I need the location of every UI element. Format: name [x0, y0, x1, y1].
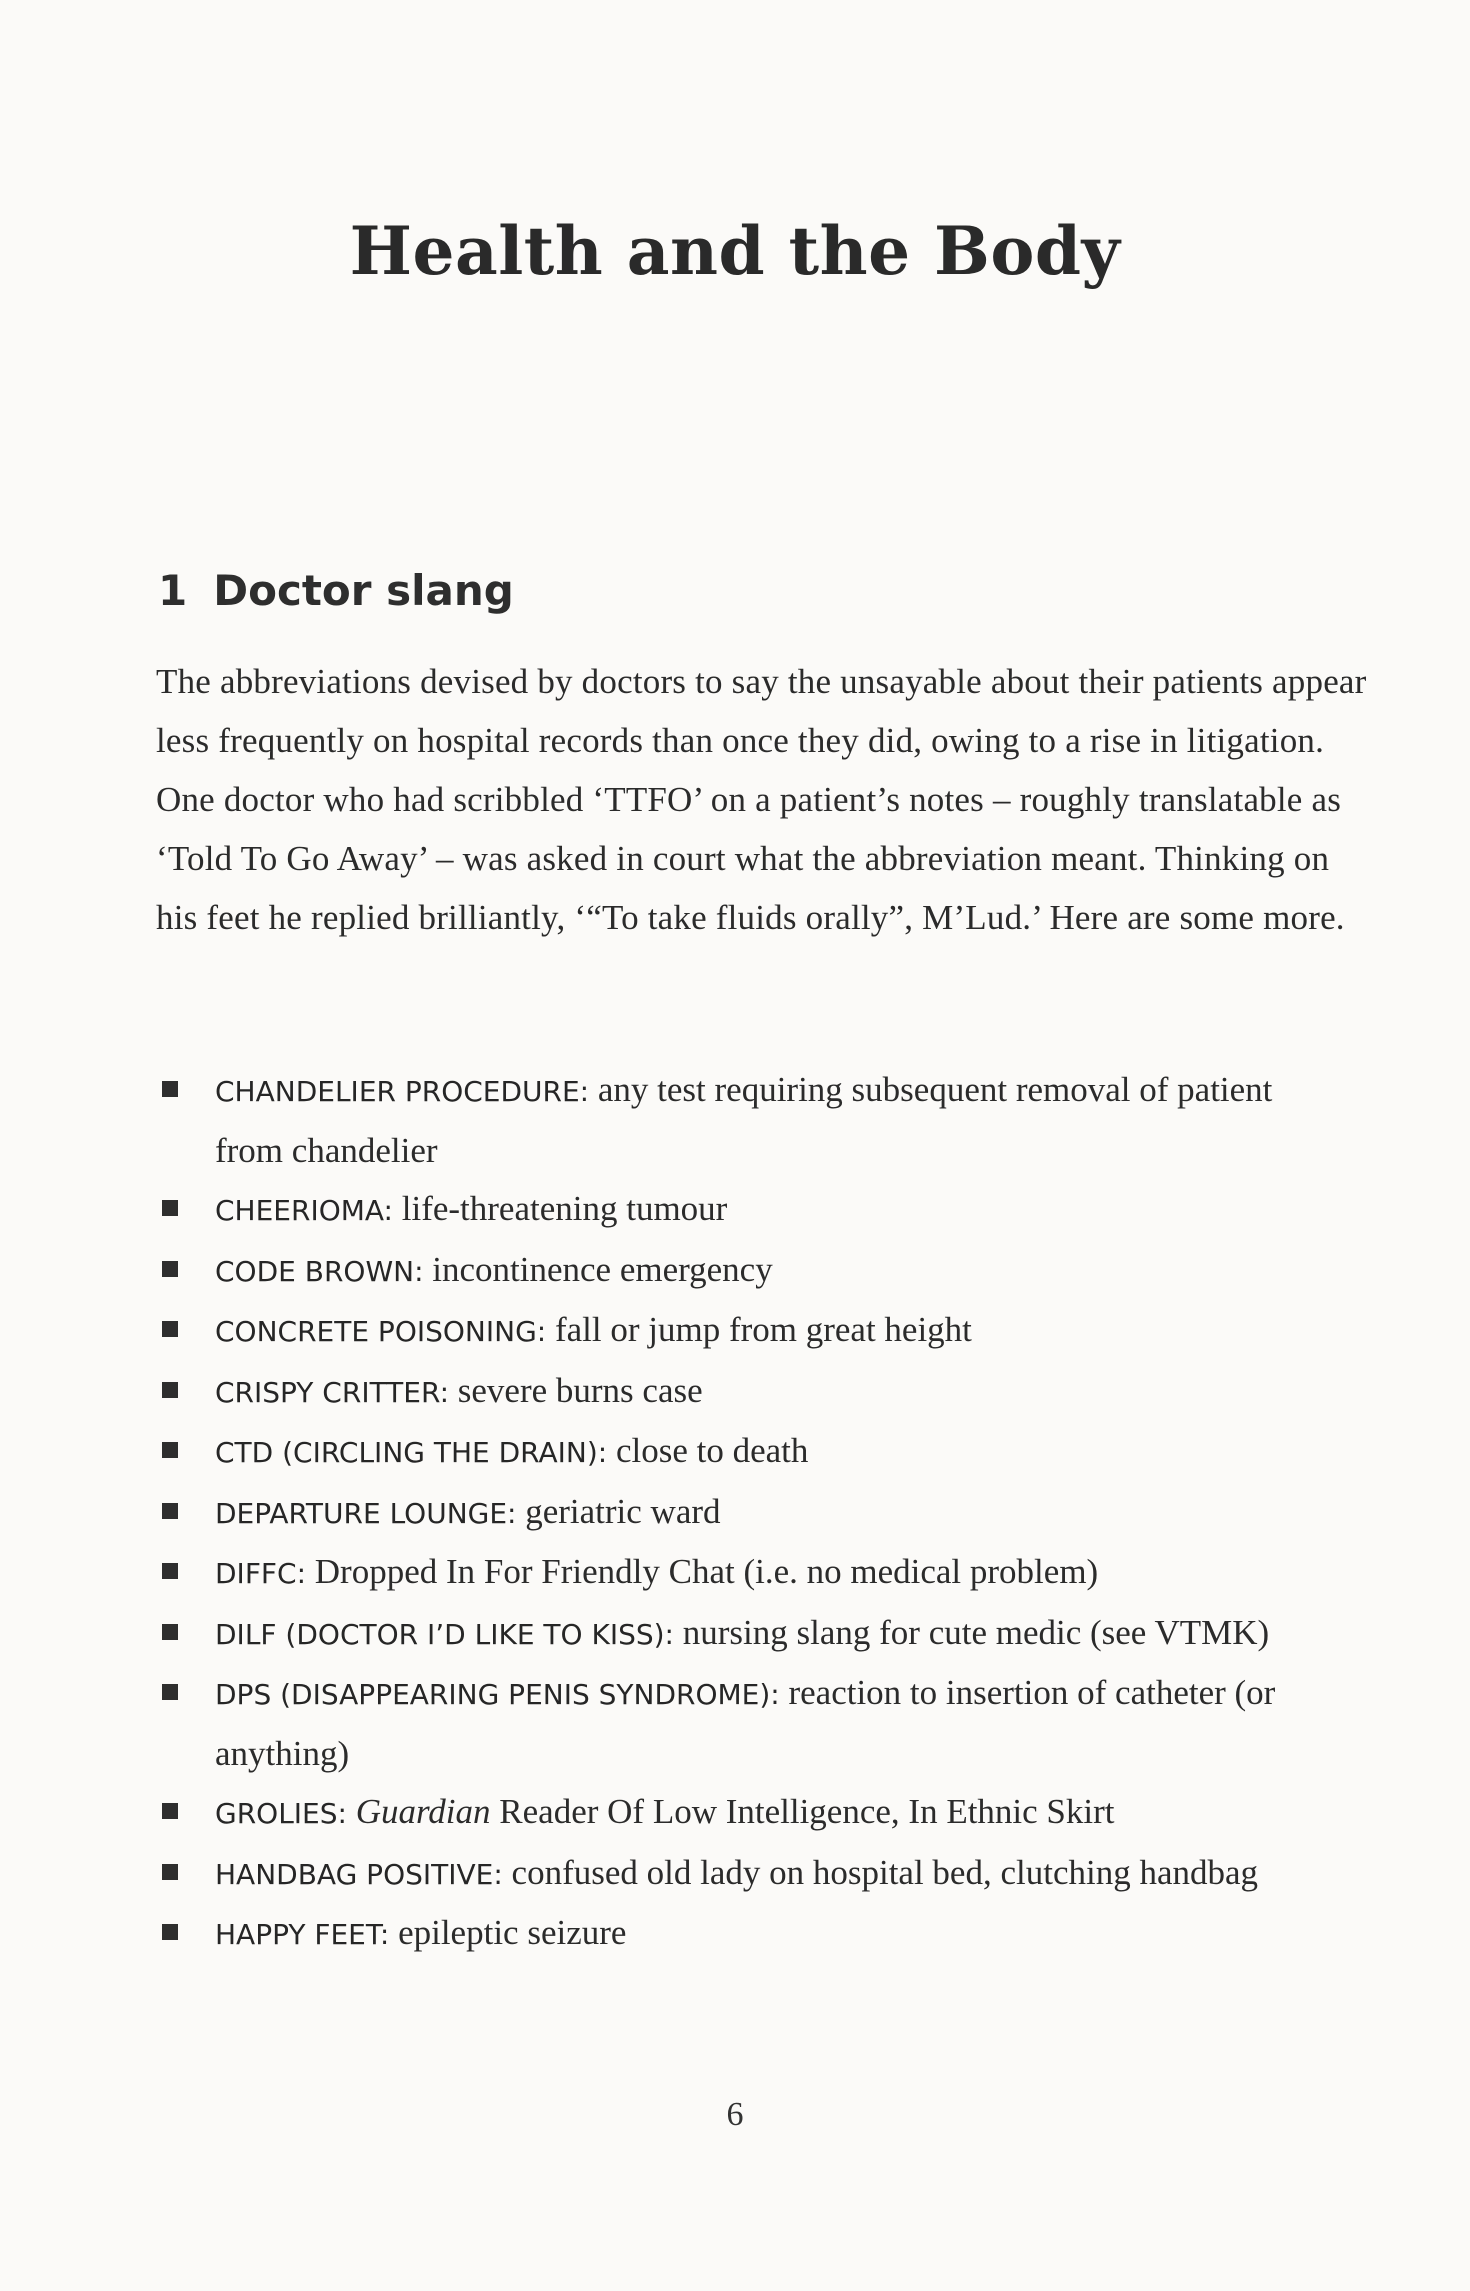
- bullet-icon: [162, 1382, 178, 1398]
- entry-term: CTD (CIRCLING THE DRAIN):: [215, 1436, 608, 1469]
- list-item: [0, 1604, 1470, 1665]
- bullet-icon: [162, 1503, 178, 1519]
- entry-term: GROLIES:: [215, 1797, 347, 1830]
- section-number: 1: [158, 566, 188, 615]
- entry-definition: severe burns case: [457, 1370, 703, 1410]
- entry-definition: close to death: [615, 1431, 809, 1470]
- bullet-icon: [162, 1321, 178, 1337]
- entry-definition: reaction to insertion of catheter (or anything): [215, 1673, 1276, 1773]
- entry-definition: Dropped In For Friendly Chat (i.e. no medical problem): [314, 1552, 1099, 1591]
- entry-term: HANDBAG POSITIVE:: [215, 1857, 503, 1891]
- entry-definition: epileptic seizure: [398, 1913, 627, 1952]
- bullet-icon: [162, 1624, 178, 1640]
- entry-term: CHEERIOMA:: [215, 1194, 393, 1227]
- intro-paragraph: The abbreviations devised by doctors to say the unsayable about their patients appear less frequently on hospital records than once they did, owing to a rise in litigation. One doctor who had scribbled ‘TTFO’ on a patient’s notes – roughly translatable as ‘Told To Go Away’ – was asked in court what the abbreviation meant. Thinking on his feet he replied brilliantly, ‘“To take fluids orally”, M’Lud.’ Here are some more.: [156, 662, 1367, 937]
- entry-term: DILF (DOCTOR I’D LIKE TO KISS):: [215, 1617, 674, 1651]
- section-heading: [158, 566, 514, 615]
- entry-definition: any test requiring subsequent removal of patient from chandelier: [215, 1070, 1273, 1170]
- entry-definition: life-threatening tumour: [401, 1189, 728, 1228]
- entry-definition: fall or jump from great height: [554, 1310, 972, 1349]
- bullet-icon: [162, 1200, 178, 1216]
- entry-term: DEPARTURE LOUNGE:: [215, 1496, 517, 1530]
- list-item: [0, 1664, 1470, 1783]
- entry-definition-italic: Guardian: [355, 1792, 491, 1831]
- entry-definition: incontinence emergency: [432, 1249, 773, 1289]
- entry-term: HAPPY FEET:: [215, 1918, 390, 1951]
- entry-definition: nursing slang for cute medic (see VTMK): [682, 1612, 1270, 1652]
- bullet-icon: [162, 1563, 178, 1579]
- bullet-icon: [162, 1261, 178, 1277]
- page-number: 6: [726, 2096, 744, 2133]
- list-item: [0, 1783, 1470, 1844]
- list-item: [0, 1180, 1470, 1241]
- entry-definition: confused old lady on hospital bed, clutching handbag: [511, 1852, 1259, 1892]
- page-title: Health and the Body: [349, 212, 1121, 290]
- entry-term: DIFFC:: [215, 1557, 307, 1590]
- list-item: [0, 1543, 1470, 1604]
- bullet-icon: [162, 1803, 178, 1819]
- bullet-icon: [162, 1081, 178, 1097]
- bullet-icon: [162, 1684, 178, 1700]
- list-item: [0, 1422, 1470, 1483]
- list-item: [0, 1483, 1470, 1544]
- bullet-icon: [162, 1924, 178, 1940]
- entry-definition: geriatric ward: [525, 1491, 721, 1531]
- bullet-icon: [162, 1442, 178, 1458]
- list-item: [0, 1241, 1470, 1302]
- entry-term: CHANDELIER PROCEDURE:: [215, 1075, 590, 1108]
- list-item: [0, 1904, 1470, 1965]
- list-item: [0, 1301, 1470, 1362]
- entry-term: DPS (DISAPPEARING PENIS SYNDROME):: [215, 1678, 780, 1711]
- section-title: Doctor slang: [213, 566, 514, 615]
- list-item: [0, 1844, 1470, 1905]
- bullet-icon: [162, 1864, 178, 1880]
- entry-term: CONCRETE POISONING:: [215, 1315, 547, 1348]
- entry-term: CODE BROWN:: [215, 1254, 424, 1288]
- slang-list: [0, 1061, 1470, 1965]
- list-item: [0, 1061, 1470, 1180]
- entry-term: CRISPY CRITTER:: [215, 1375, 450, 1409]
- entry-definition: Reader Of Low Intelligence, In Ethnic Skirt: [499, 1792, 1115, 1831]
- list-item: [0, 1362, 1470, 1423]
